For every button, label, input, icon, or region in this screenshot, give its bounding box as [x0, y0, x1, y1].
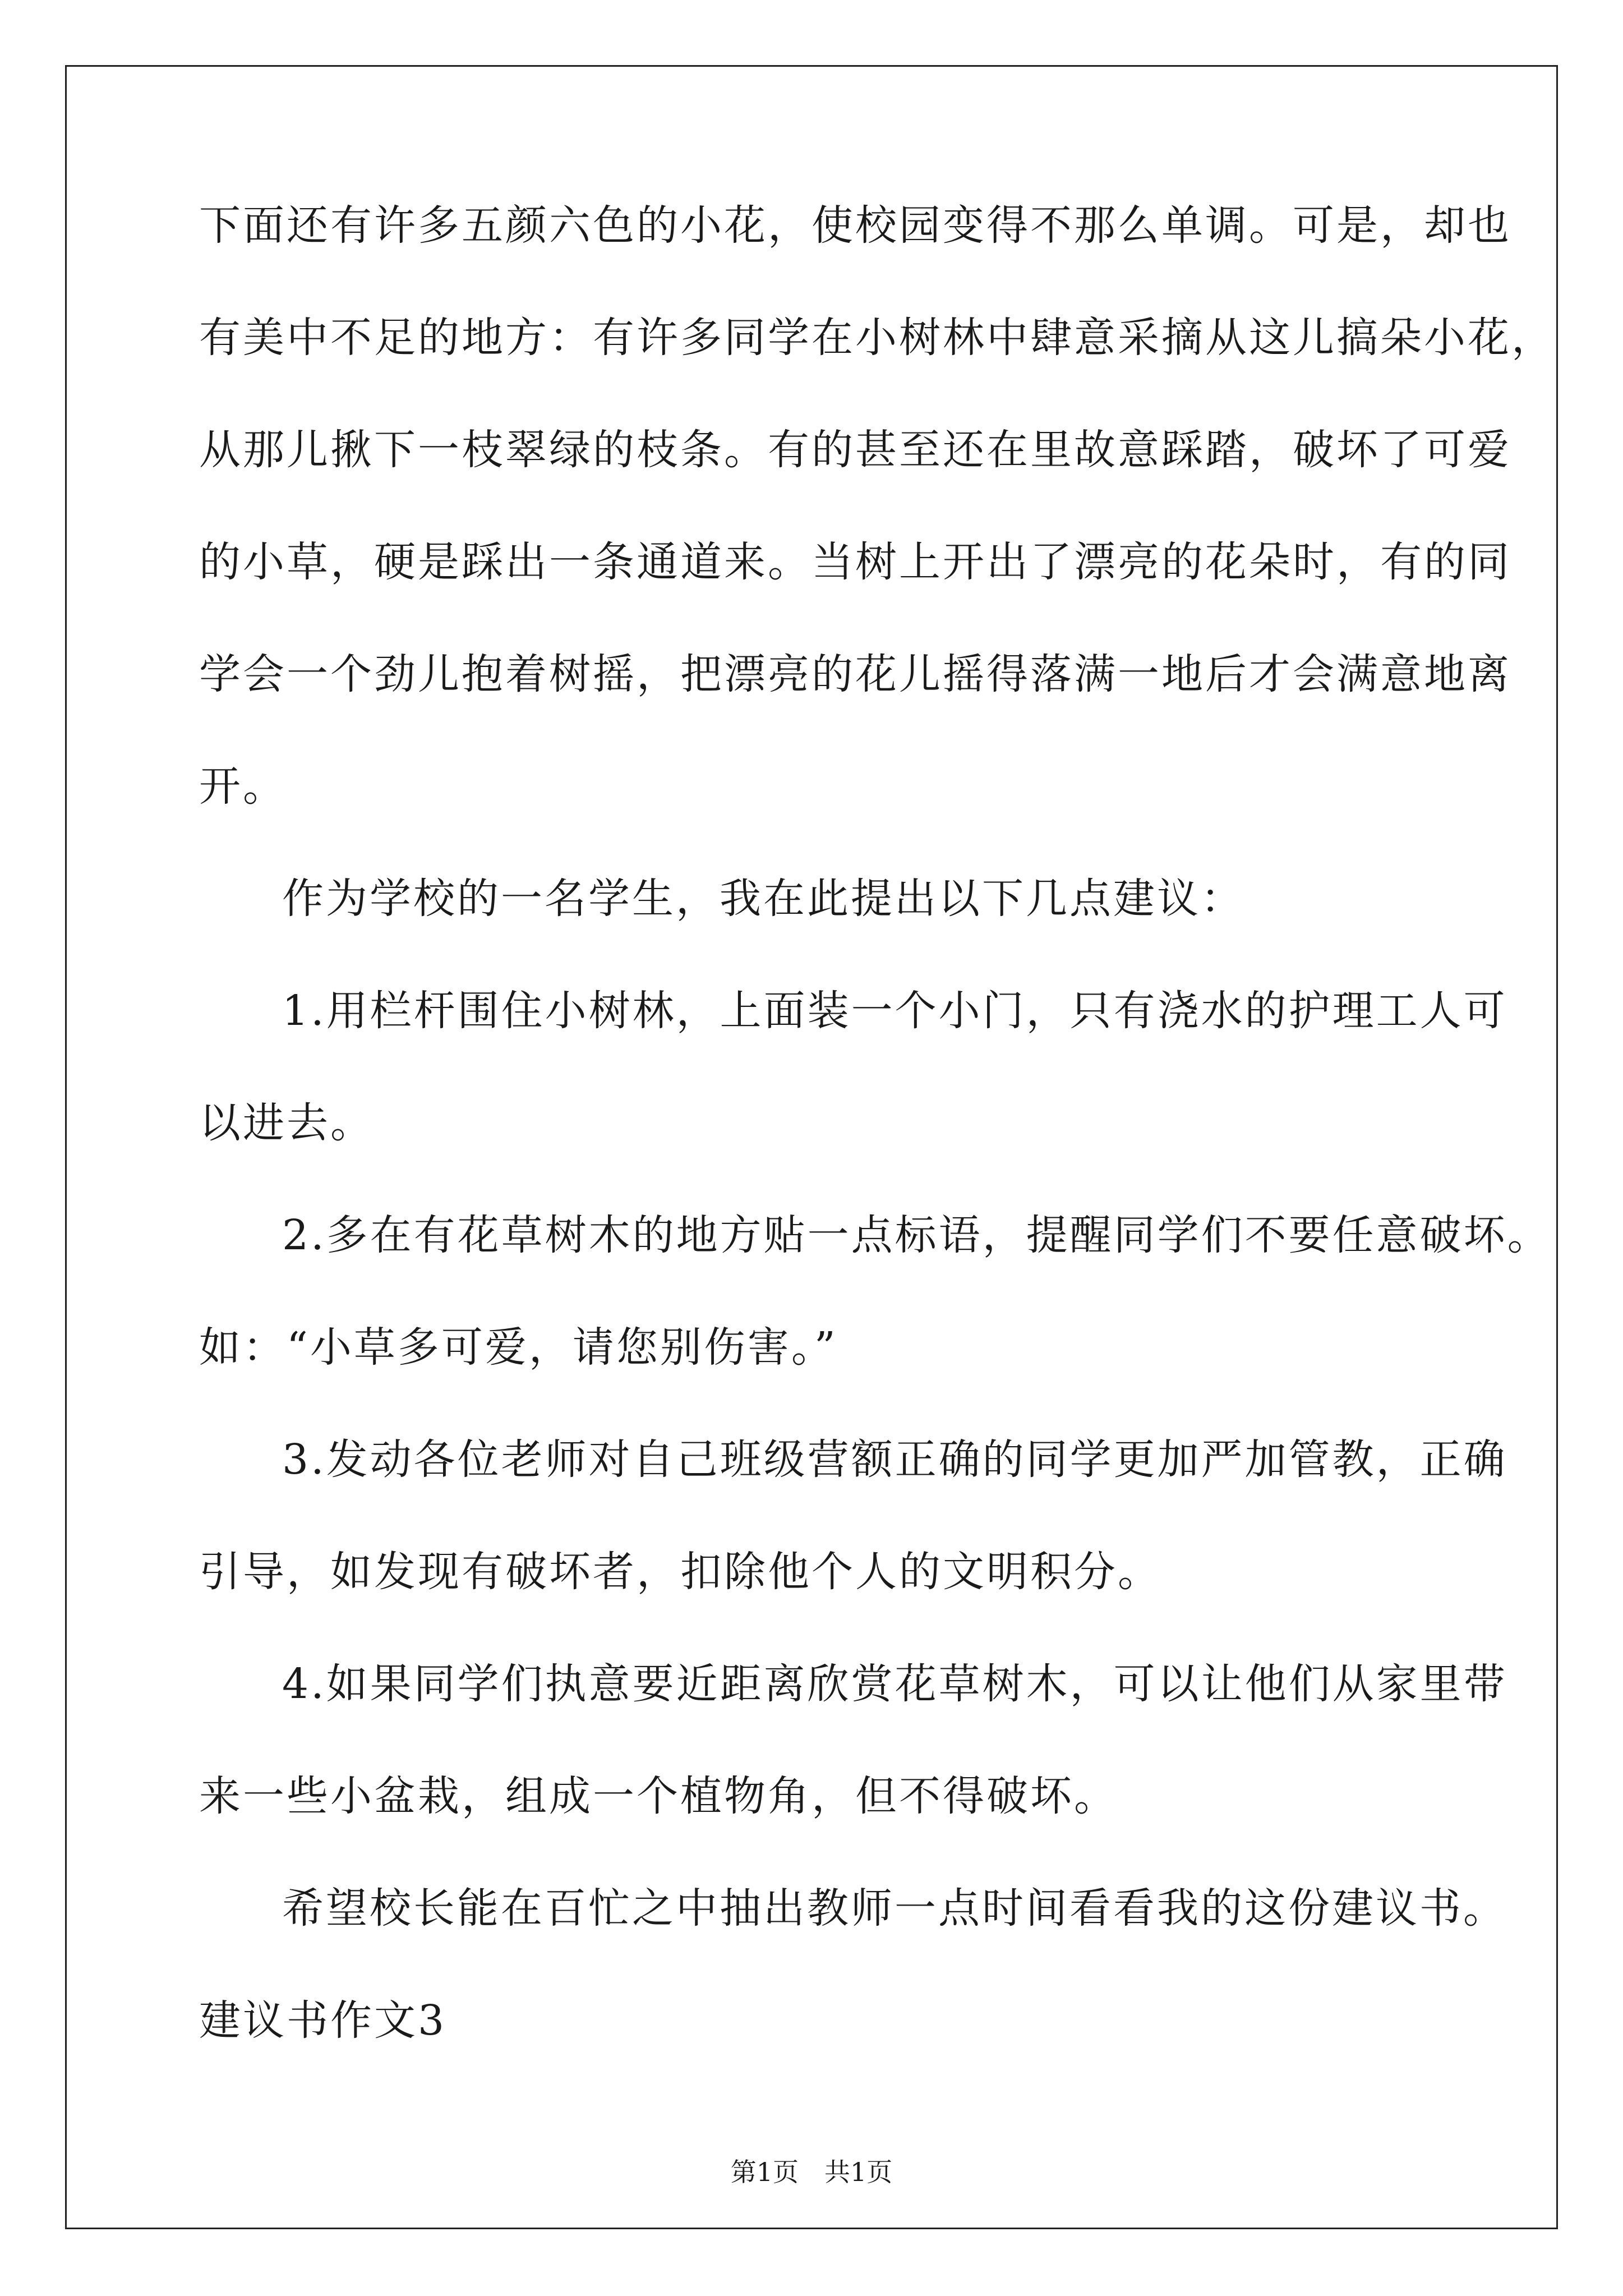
paragraph-line: 2.多在有花草树木的地方贴一点标语，提醒同学们不要任意破坏。 — [282, 1211, 1551, 1259]
paragraph-line: 下面还有许多五颜六色的小花，使校园变得不那么单调。可是，却也 — [199, 201, 1511, 250]
page-footer: 第1页 共1页 — [730, 2157, 893, 2187]
paragraph-line: 有美中不足的地方：有许多同学在小树林中肆意采摘从这儿搞朵小花， — [199, 314, 1555, 362]
paragraph-line: 引导，如发现有破坏者，扣除他个人的文明积分。 — [199, 1548, 1161, 1596]
paragraph-line: 作为学校的一名学生，我在此提出以下几点建议： — [282, 875, 1244, 923]
paragraph-line: 希望校长能在百忙之中抽出教师一点时间看看我的这份建议书。 — [282, 1884, 1507, 1932]
paragraph-line: 1.用栏杆围住小树林，上面装一个小门，只有浇水的护理工人可 — [282, 987, 1507, 1035]
paragraph-line: 4.如果同学们执意要近距离欣赏花草树木，可以让他们从家里带 — [282, 1660, 1507, 1708]
paragraph-line: 学会一个劲儿抱着树摇，把漂亮的花儿摇得落满一地后才会满意地离 — [199, 650, 1511, 698]
paragraph-line: 3.发动各位老师对自己班级营额正确的同学更加严加管教，正确 — [282, 1435, 1507, 1484]
paragraph-line: 的小草，硬是踩出一条通道来。当树上开出了漂亮的花朵时，有的同 — [199, 538, 1511, 586]
paragraph-line: 如：“小草多可爱，请您别伤害。” — [199, 1323, 838, 1372]
paragraph-line: 以进去。 — [199, 1099, 374, 1147]
section-heading: 建议书作文3 — [199, 1996, 447, 2045]
paragraph-line: 从那儿揪下一枝翠绿的枝条。有的甚至还在里故意踩踏，破坏了可爱 — [199, 426, 1511, 474]
paragraph-line: 开。 — [199, 762, 287, 811]
paragraph-line: 来一些小盆栽，组成一个植物角，但不得破坏。 — [199, 1772, 1118, 1820]
